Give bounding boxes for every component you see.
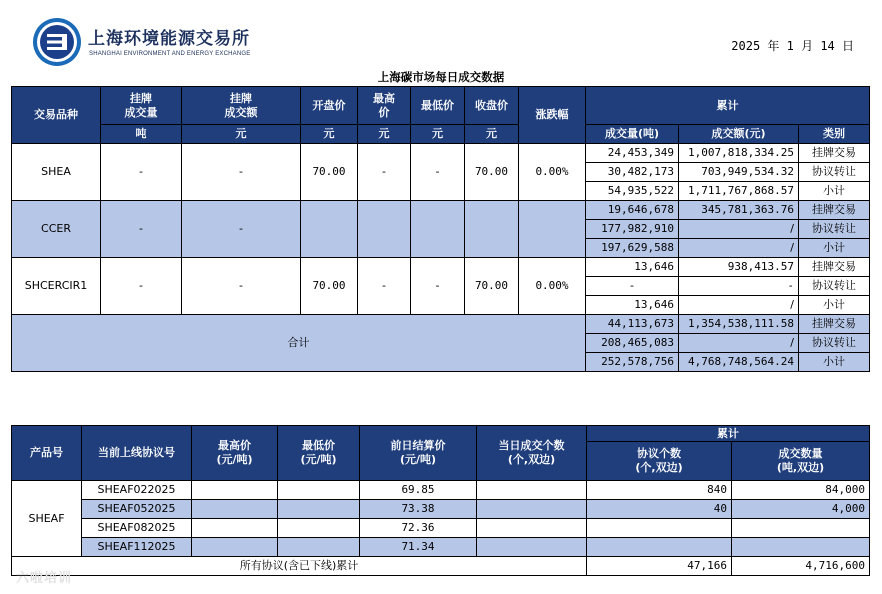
category: 挂牌交易: [799, 258, 870, 277]
col-cumulative: 累计: [587, 426, 870, 442]
today-count: [477, 519, 587, 538]
col-listed-amount: 挂牌 成交额: [182, 87, 301, 125]
cum-count: 47,166: [587, 557, 732, 576]
open-price: [301, 201, 358, 258]
unit-open: 元: [301, 125, 358, 144]
cum-volume: 197,629,588: [586, 239, 679, 258]
cum-amount: -: [679, 277, 799, 296]
low-price: [278, 500, 360, 519]
page-header: [0, 0, 882, 70]
col-high: 最高 价: [358, 87, 411, 125]
cum-amount: 4,768,748,564.24: [679, 353, 799, 372]
col-product: 产品号: [12, 426, 82, 481]
col-open: 开盘价: [301, 87, 358, 125]
col-cumulative: 累计: [586, 87, 870, 125]
unit-listed-amount: 元: [182, 125, 301, 144]
low-price: [278, 481, 360, 500]
agreement-code: SHEAF112025: [82, 538, 192, 557]
high-price: [192, 500, 278, 519]
category: 协议转让: [799, 334, 870, 353]
cum-amount: 1,354,538,111.58: [679, 315, 799, 334]
report-title: 上海碳市场每日成交数据: [377, 70, 505, 84]
watermark: 六啦培训: [16, 571, 73, 586]
settle-price: 72.36: [360, 519, 477, 538]
variety-name: SHEA: [12, 144, 101, 201]
cum-amount: /: [679, 239, 799, 258]
total-label: 合计: [12, 315, 586, 372]
today-count: [477, 500, 587, 519]
low-price: [411, 201, 465, 258]
change-pct: [519, 201, 586, 258]
listed-amount: -: [182, 201, 301, 258]
col-agreement: 当前上线协议号: [82, 426, 192, 481]
high-price: -: [358, 258, 411, 315]
col-cum-qty: 成交数量 (吨,双边): [732, 442, 870, 481]
table-row: [12, 144, 870, 163]
unit-high: 元: [358, 125, 411, 144]
unit-close: 元: [465, 125, 519, 144]
daily-trading-table: [11, 86, 870, 372]
cum-volume: 19,646,678: [586, 201, 679, 220]
col-low: 最低价 (元/吨): [278, 426, 360, 481]
cum-qty: [732, 538, 870, 557]
open-price: 70.00: [301, 144, 358, 201]
close-price: 70.00: [465, 258, 519, 315]
unit-low: 元: [411, 125, 465, 144]
cum-amount: 703,949,534.32: [679, 163, 799, 182]
cum-volume: -: [586, 277, 679, 296]
cum-qty: 84,000: [732, 481, 870, 500]
settle-price: 73.38: [360, 500, 477, 519]
col-cum-volume: 成交量(吨): [586, 125, 679, 144]
col-today-count: 当日成交个数 (个,双边): [477, 426, 587, 481]
open-price: 70.00: [301, 258, 358, 315]
cum-volume: 177,982,910: [586, 220, 679, 239]
table-row: [12, 519, 870, 538]
cum-amount: 345,781,363.76: [679, 201, 799, 220]
total-row: [12, 557, 870, 576]
change-pct: 0.00%: [519, 258, 586, 315]
unit-listed-volume: 吨: [101, 125, 182, 144]
cum-volume: 54,935,522: [586, 182, 679, 201]
col-high: 最高价 (元/吨): [192, 426, 278, 481]
cum-volume: 30,482,173: [586, 163, 679, 182]
listed-volume: -: [101, 144, 182, 201]
table-row: [12, 538, 870, 557]
product-code: SHEAF: [12, 481, 82, 557]
col-listed-volume: 挂牌 成交量: [101, 87, 182, 125]
cum-count: [587, 519, 732, 538]
change-pct: 0.00%: [519, 144, 586, 201]
agreement-code: SHEAF082025: [82, 519, 192, 538]
col-low: 最低价: [411, 87, 465, 125]
category: 协议转让: [799, 220, 870, 239]
table-row: [12, 201, 870, 220]
high-price: [358, 201, 411, 258]
cum-volume: 24,453,349: [586, 144, 679, 163]
cum-count: 840: [587, 481, 732, 500]
listed-volume: -: [101, 258, 182, 315]
cum-volume: 208,465,083: [586, 334, 679, 353]
low-price: [278, 538, 360, 557]
col-cum-amount: 成交额(元): [679, 125, 799, 144]
cum-count: [587, 538, 732, 557]
total-row: [12, 315, 870, 334]
low-price: [278, 519, 360, 538]
cum-volume: 13,646: [586, 296, 679, 315]
table-row: [12, 481, 870, 500]
close-price: 70.00: [465, 144, 519, 201]
category: 挂牌交易: [799, 144, 870, 163]
agreement-code: SHEAF022025: [82, 481, 192, 500]
exchange-logo-icon: [32, 17, 82, 67]
cum-count: 40: [587, 500, 732, 519]
listed-amount: -: [182, 258, 301, 315]
cum-volume: 252,578,756: [586, 353, 679, 372]
table-row: [12, 500, 870, 519]
col-category: 类别: [799, 125, 870, 144]
col-variety: 交易品种: [12, 87, 101, 144]
category: 小计: [799, 353, 870, 372]
agreement-code: SHEAF052025: [82, 500, 192, 519]
variety-name: SHCERCIR1: [12, 258, 101, 315]
category: 小计: [799, 182, 870, 201]
close-price: [465, 201, 519, 258]
category: 协议转让: [799, 163, 870, 182]
all-agreements-label: 所有协议(含已下线)累计: [12, 557, 587, 576]
high-price: [192, 538, 278, 557]
high-price: [192, 519, 278, 538]
cum-amount: /: [679, 334, 799, 353]
low-price: -: [411, 144, 465, 201]
col-cum-count: 协议个数 (个,双边): [587, 442, 732, 481]
col-change: 涨跌幅: [519, 87, 586, 144]
today-count: [477, 481, 587, 500]
futures-table: [11, 425, 870, 576]
low-price: -: [411, 258, 465, 315]
listed-amount: -: [182, 144, 301, 201]
org-name-cn: 上海环境能源交易所: [88, 29, 250, 49]
col-close: 收盘价: [465, 87, 519, 125]
cum-amount: 1,007,818,334.25: [679, 144, 799, 163]
col-settle: 前日结算价 (元/吨): [360, 426, 477, 481]
high-price: -: [358, 144, 411, 201]
cum-amount: /: [679, 296, 799, 315]
category: 挂牌交易: [799, 315, 870, 334]
category: 小计: [799, 296, 870, 315]
cum-amount: 1,711,767,868.57: [679, 182, 799, 201]
cum-qty: [732, 519, 870, 538]
listed-volume: -: [101, 201, 182, 258]
category: 小计: [799, 239, 870, 258]
cum-volume: 13,646: [586, 258, 679, 277]
report-date: 2025 年 1 月 14 日: [731, 39, 854, 53]
settle-price: 69.85: [360, 481, 477, 500]
cum-amount: 938,413.57: [679, 258, 799, 277]
cum-amount: /: [679, 220, 799, 239]
cum-qty: 4,000: [732, 500, 870, 519]
category: 协议转让: [799, 277, 870, 296]
cum-volume: 44,113,673: [586, 315, 679, 334]
org-name-en: SHANGHAI ENVIRONMENT AND ENERGY EXCHANGE: [89, 51, 251, 57]
table-row: [12, 258, 870, 277]
settle-price: 71.34: [360, 538, 477, 557]
variety-name: CCER: [12, 201, 101, 258]
category: 挂牌交易: [799, 201, 870, 220]
today-count: [477, 538, 587, 557]
high-price: [192, 481, 278, 500]
cum-qty: 4,716,600: [732, 557, 870, 576]
